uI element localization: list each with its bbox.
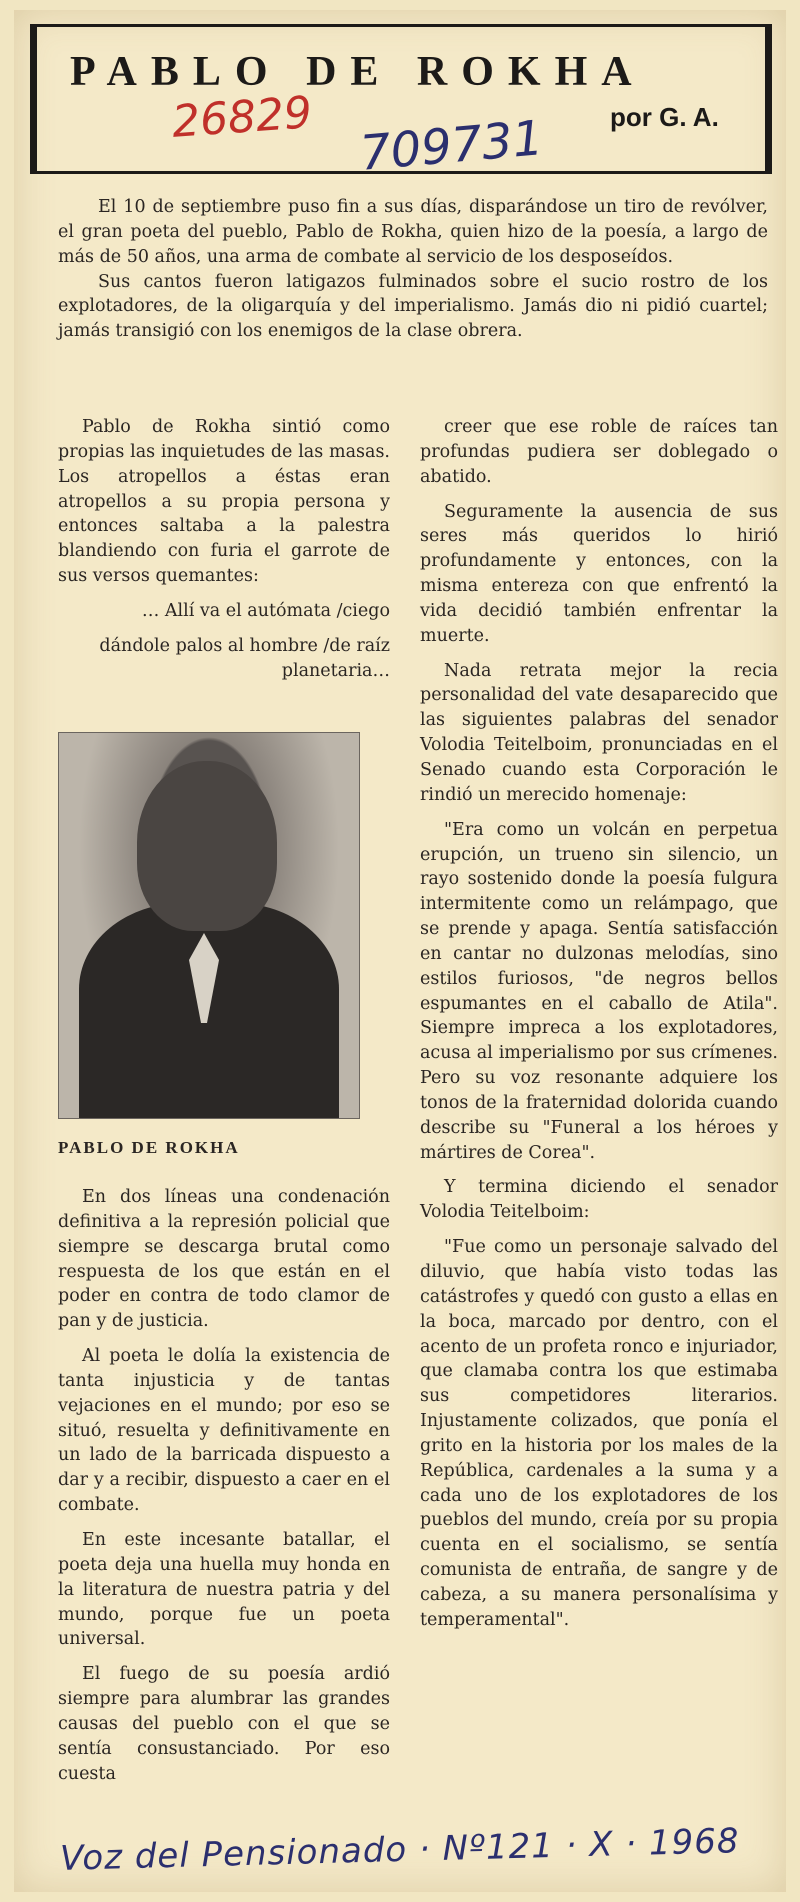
body-paragraph: Nada retrata mejor la recia personalidad del vate desaparecido que las siguientes palabras del senador Volodia Teitelboim, pronunciadas en el Senado cuando esta Corporación le rindió un merecido homenaje: [420,660,778,805]
body-paragraph: creer que ese roble de raíces tan profundas pudiera ser doblegado o abatido. [420,417,778,487]
intro-paragraph: El 10 de septiembre puso fin a sus días, disparándose un tiro de revólver, el gran poeta del pueblo, Pablo de Rokha, quien hizo de la poesía, a largo de más de 50 años, una arma de combate al servicio de los desposeídos. [58,197,768,267]
body-paragraph: El fuego de su poesía ardió siempre para alumbrar las grandes causas del pueblo con el que se sentía consustanciado. Por eso cuesta [58,1664,390,1784]
body-paragraph: En dos líneas una condenación definitiva a la represión policial que siempre se descarga brutal como respuesta de los que están en el poder en contra de todo clamor de pan y de justicia. [58,1187,390,1332]
intro-paragraph: Sus cantos fueron latigazos fulminados sobre el sucio rostro de los explotadores, de la oligarquía y del imperialismo. Jamás dio ni pidió cuartel; jamás transigió con los enemigos de la clase obrera. [58,271,768,342]
column-right [420,415,778,1643]
article-byline: por G. A. [610,102,719,132]
article-intro [58,195,768,344]
body-paragraph: Y termina diciendo el senador Volodia Teitelboim: [420,1177,778,1223]
portrait-photo [58,732,360,1119]
quote-paragraph: "Era como un volcán en perpetua erupción, un trueno sin silencio, un rayo sostenido donde la poesía fulgura intermitente como un relámpago, que se prende y apaga. Sentía satisfacción en cantar no dulzonas melodías, sino estilos furiosos, "de negros bellos espumantes en el caballo de Atila". Siempre impreca a los explotadores, acusa al imperialismo por sus crímenes. Pero su voz resonante adquiere los tonos de la fraternidad dolorida cuando describe su "Funeral a los héroes y mártires de Corea". [420,819,778,1163]
body-paragraph: Al poeta le dolía la existencia de tanta injusticia y de tantas vejaciones en el mundo; por eso se situó, resuelta y definitivamente en un lado de la barricada dispuesto a dar y a recibir, dispuesto a caer en el combate. [58,1346,390,1516]
column-left-bottom [58,1185,390,1796]
handwritten-blue-number: 709731 [357,110,546,182]
verse-line: … Allí va el autómata /ciego [141,600,390,621]
quote-paragraph: "Fue como un personaje salvado del diluvio, que había visto todas las catástrofes y quedó con gusto a ellas en la boca, marcado por dentro, con el acento de un profeta ronco e injuriador, que clamaba contra los que estimaba sus competidores literarios. Injustamente colizados, que ponía el grito en la historia por los males de la República, cardenales a la suma y a cada uno de los explotadores de los pueblos del mundo, creía por su propia cuenta en el socialismo, se sentía comunista de entraña, de sangre y de cabeza, a su manera personalísima y temperamental". [420,1237,778,1630]
column-left-top [58,415,390,693]
portrait-head [137,761,277,931]
handwritten-red-number: 26829 [170,87,314,148]
handwritten-source-note: Voz del Pensionado · Nº121 · X · 1968 [59,1821,741,1879]
verse-line: dándole palos al hombre /de raíz planetaria… [99,635,390,681]
body-paragraph: En este incesante batallar, el poeta deja una huella muy honda en la literatura de nuestra patria y del mundo, porque fue un poeta universal. [58,1529,390,1650]
body-paragraph: Pablo de Rokha sintió como propias las inquietudes de las masas. Los atropellos a éstas eran atropellos a su propia persona y entonces saltaba a la palestra blandiendo con furia el garrote de sus versos quemantes: [58,417,390,587]
article-title: PABLO DE ROKHA [70,49,646,95]
body-paragraph: Seguramente la ausencia de sus seres más queridos lo hirió profundamente y entonces, con la misma entereza con que enfrentó la vida decidió también enfrentar la muerte. [420,501,778,646]
photo-caption: PABLO DE ROKHA [58,1138,240,1157]
